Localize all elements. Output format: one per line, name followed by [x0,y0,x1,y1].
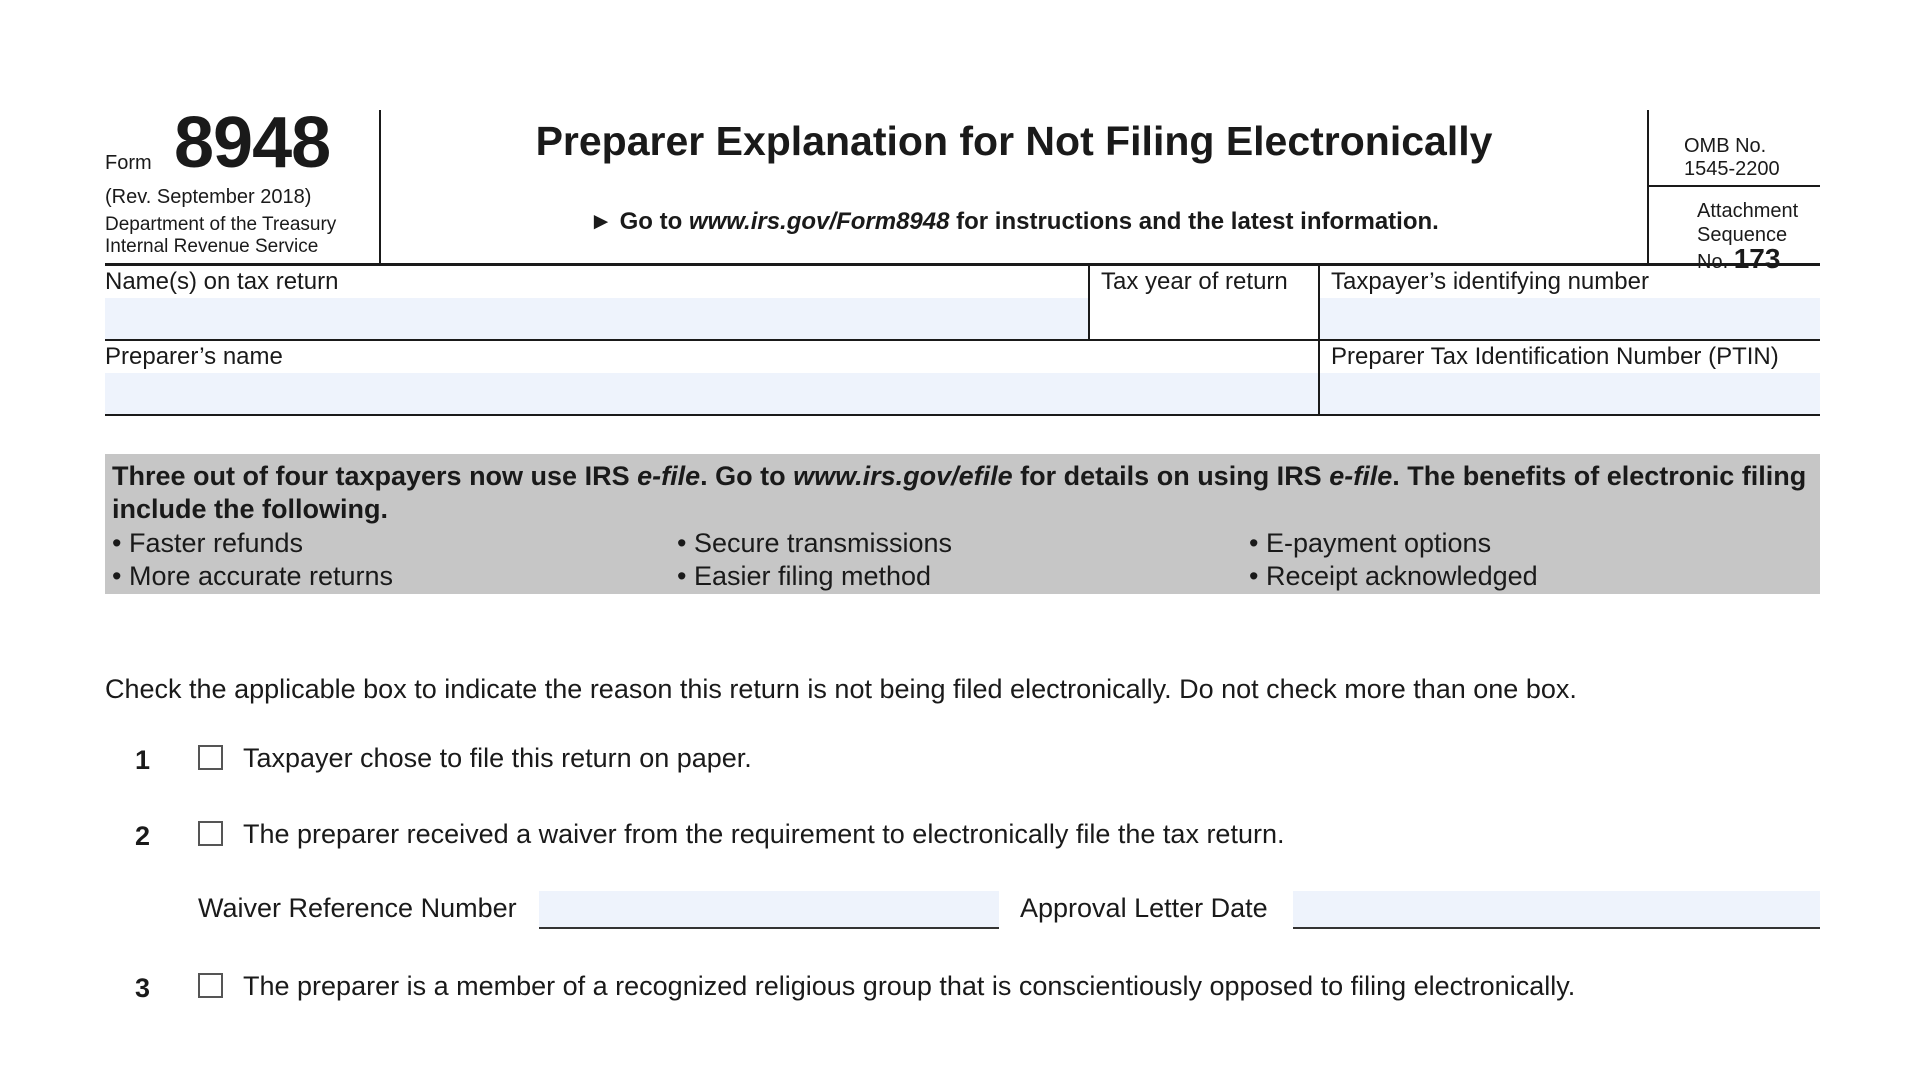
approval-date-input[interactable] [1293,891,1820,929]
department-line-1: Department of the Treasury [105,214,337,235]
efile-notice [112,460,1813,526]
checkbox-1[interactable] [198,745,223,770]
efile-url-link[interactable]: www.irs.gov/efile [793,461,1013,491]
benefit-secure-transmissions: • Secure transmissions [677,528,953,558]
attachment-label: Attachment [1697,200,1799,222]
efile-text-2: e-file [637,461,701,491]
taxpayer-id-input[interactable] [1320,298,1820,339]
department-line-2: Internal Revenue Service [105,236,319,257]
tax-year-input[interactable] [1090,298,1318,339]
revision-date: (Rev. September 2018) [105,186,312,208]
preparer-info-row [105,341,1820,416]
benefit-accurate-returns: • More accurate returns [112,561,394,591]
form-number: 8948 [174,103,331,183]
reason-item-1 [105,743,1820,781]
item-text-1: Taxpayer chose to file this return on paper. [243,743,752,773]
ptin-label: Preparer Tax Identification Number (PTIN) [1331,343,1779,370]
form-8948 [105,103,1820,1009]
efile-text-5: for details on using IRS [1012,461,1330,491]
item-number-1: 1 [135,745,151,775]
names-cell [105,266,1088,339]
title-block [381,110,1649,263]
item-text-2: The preparer received a waiver from the requirement to electronically file the tax return. [243,819,1285,849]
benefit-receipt-acknowledged: • Receipt acknowledged [1249,561,1538,591]
goto-instructions [381,208,1647,236]
efile-text-6: e-file [1329,461,1393,491]
goto-url-link[interactable]: www.irs.gov/Form8948 [688,208,950,235]
waiver-reference-input[interactable] [539,891,999,929]
reason-item-2 [105,819,1820,857]
names-label: Name(s) on tax return [105,268,339,295]
check-instructions: Check the applicable box to indicate the reason this return is not being filed electronically. Do not check more than one box. [105,674,1577,704]
checkbox-3[interactable] [198,973,223,998]
efile-text-1: Three out of four taxpayers now use IRS [112,461,638,491]
department [105,214,336,258]
benefit-e-payment: • E-payment options [1249,528,1492,558]
tax-year-cell [1088,266,1318,339]
attachment-sequence [1649,187,1820,274]
form-id-block [105,103,381,263]
names-input[interactable] [105,298,1088,339]
goto-suffix: for instructions and the latest information. [949,208,1439,235]
form-title: Preparer Explanation for Not Filing Electronically [535,118,1493,164]
taxpayer-id-cell [1318,266,1820,339]
efile-text-7: . The benefits of electronic filing include the following. [112,461,1807,524]
preparer-name-label: Preparer’s name [105,343,283,370]
ptin-input[interactable] [1320,373,1820,414]
omb-number: OMB No. 1545-2200 [1649,110,1820,187]
ptin-cell [1318,341,1820,414]
efile-text-3: . Go to [700,461,794,491]
benefit-faster-refunds: • Faster refunds [112,528,304,558]
sequence-number: 173 [1733,243,1781,274]
item-number-2: 2 [135,821,151,851]
taxpayer-info-row [105,266,1820,341]
form-header [105,103,1820,274]
form-word: Form [105,152,152,174]
tax-year-label: Tax year of return [1101,268,1288,295]
preparer-name-cell [105,341,1318,414]
omb-block [1649,110,1820,274]
goto-prefix: ► Go to [589,208,689,235]
item-number-3: 3 [135,973,151,1003]
preparer-name-input[interactable] [105,373,1318,414]
benefit-easier-filing: • Easier filing method [677,561,932,591]
reason-item-3 [105,971,1820,1009]
taxpayer-id-label: Taxpayer’s identifying number [1331,268,1649,295]
approval-date-label: Approval Letter Date [1020,893,1268,923]
sequence-label: Sequence No. [1697,224,1788,273]
waiver-reference-label: Waiver Reference Number [198,893,517,923]
checkbox-2[interactable] [198,821,223,846]
waiver-row [105,891,1820,933]
item-text-3: The preparer is a member of a recognized religious group that is conscientiously opposed to filing electronically. [243,971,1576,1001]
efile-benefits-box [105,454,1820,594]
